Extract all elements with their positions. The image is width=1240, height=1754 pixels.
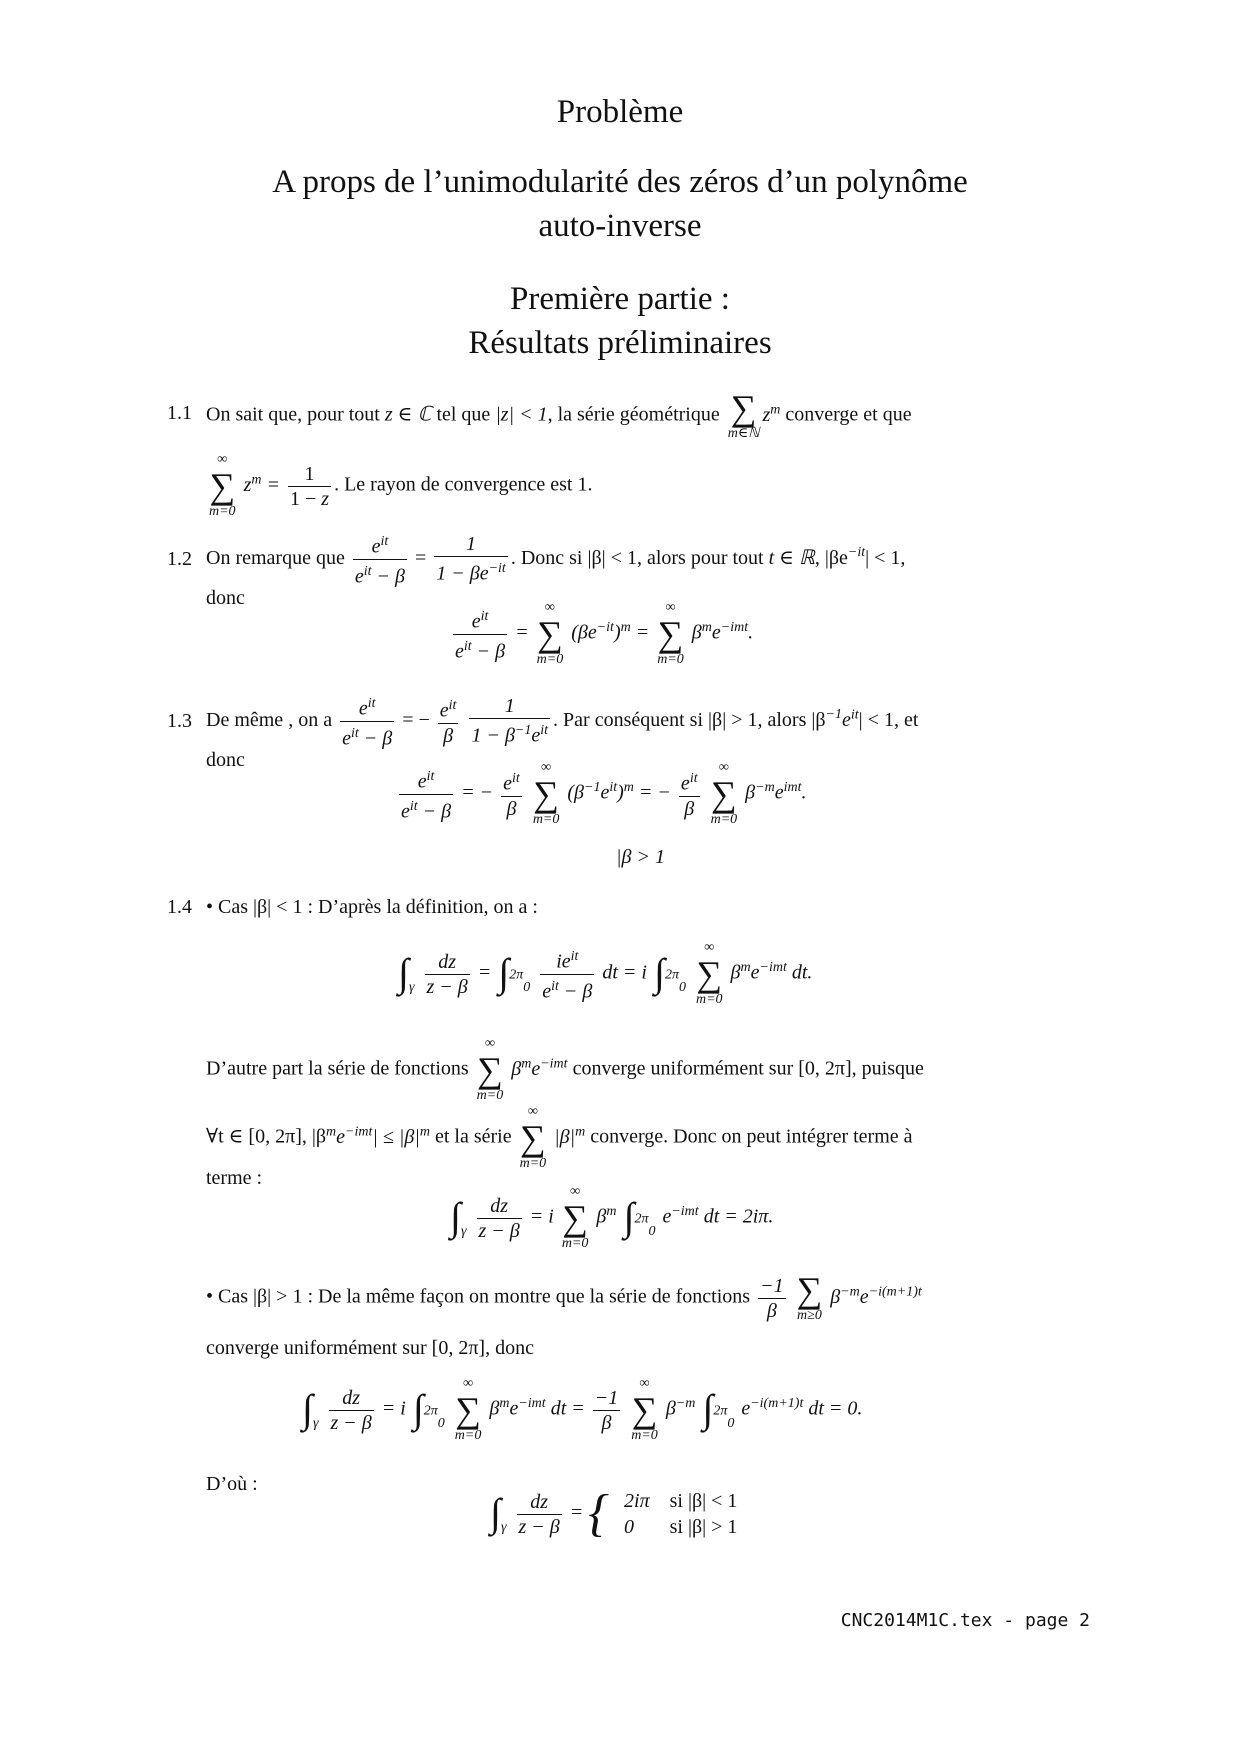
text: On remarque que — [206, 546, 345, 569]
math: $z^m$ — [762, 401, 781, 426]
q1-2-line-1: On remarque que $\frac{e^{it}}{e^{it} - \beta}$ = $\frac{1}{1 - \beta e^{-it}}$ . Donc si |β| < 1, alors pour tout t ∈ ℝ, $|\beta e^{-it}| < 1$, — [206, 533, 906, 588]
text: | < 1, et — [858, 708, 919, 731]
text: , |βe — [814, 546, 848, 569]
text: , la série géométrique — [547, 403, 720, 426]
text: De même , on a — [206, 708, 333, 731]
part-heading — [0, 277, 1240, 365]
q1-4-case-2b: converge uniformément sur [0, 2π], donc — [206, 1337, 534, 1359]
part-heading-line-2: Résultats préliminaires — [468, 325, 772, 361]
q1-4-para-3: terme : — [206, 1167, 263, 1189]
text: tel que — [436, 403, 491, 426]
q1-1-line-2: ∞ ∑ m=0 $z^m$ = $\frac{1}{1 - z}$ . Le rayon de convergence est 1. — [209, 452, 593, 519]
case-value: 2iπ — [624, 1490, 650, 1512]
brace-icon: { — [588, 1485, 610, 1542]
question-number: 1.4 — [167, 896, 192, 918]
case-value: 0 — [624, 1516, 635, 1538]
q1-4-dou: D’où : — [206, 1473, 258, 1495]
text: | < 1, — [865, 546, 906, 569]
text: converge uniformément sur [0, 2π], puisque — [572, 1057, 924, 1080]
case-table — [614, 1488, 747, 1540]
text: • Cas |β| > 1 : De la même façon on montre que la série de fonctions — [206, 1285, 751, 1308]
q1-4-case-2: • Cas |β| > 1 : De la même façon on montre que la série de fonctions $\frac{-1}{\beta}$ ∑ m≥0 $\beta^{-m}e^{-i(m+1)t}$ — [206, 1270, 922, 1323]
q1-4-equation-1: $\int_\gamma$ $\frac{dz}{z - \beta}$ = ∫$^{2\pi}_0$ $\frac{ie^{it}}{e^{it} - \beta}$ dt = i ∫$^{2\pi}_0$ ∞ ∑ m=0 $\beta^me^{-imt}$ dt. — [398, 940, 813, 1007]
problem-title: Problème — [556, 94, 684, 130]
case-condition: si |β| < 1 — [669, 1490, 738, 1512]
q1-3-stray: |β > 1 — [616, 846, 665, 868]
question-number: 1.1 — [167, 402, 192, 424]
part-heading-line-1: Première partie : — [510, 281, 730, 317]
q1-3-line-1: De même , on a $\frac{e^{it}}{e^{it} - \beta}$ = − $\frac{e^{it}}{\beta}$ $\frac{1}{1 - \beta^{-1}e^{it}}$ . Par conséquent si |β| > 1, alors $|\beta^{-1}e^{it}| < 1$, et — [206, 695, 919, 750]
text: On sait que, pour tout — [206, 403, 380, 426]
q1-4-para-2: ∀t ∈ [0, 2π], $|\beta^me^{-imt}| \le |\beta|^m$ et la série ∞ ∑ m=0 $|\beta|^m$ converge. Donc on peut intégrer terme à — [206, 1104, 913, 1171]
q1-4-equation-3: $\int_\gamma$ $\frac{dz}{z - \beta}$ = i ∫$^{2\pi}_0$ ∞ ∑ m=0 $\beta^me^{-imt}$ dt = $\frac{-1}{\beta}$ ∞ ∑ m=0 $\beta^{-m}$ ∫$^{2\pi}_0$ $e^{-i(m+1)t}$ dt = 0. — [302, 1376, 863, 1443]
math: z ∈ ℂ — [384, 403, 432, 426]
text: et la série — [434, 1125, 512, 1148]
q1-1-line-1 — [206, 390, 912, 442]
q1-2-donc: donc — [206, 587, 245, 609]
q1-4-equation-2: $\int_\gamma$ $\frac{dz}{z - \beta}$ = i ∞ ∑ m=0 $\beta^m$ ∫$^{2\pi}_0$ $e^{-imt}$ dt = 2iπ. — [450, 1184, 774, 1251]
q1-3-donc: donc — [206, 749, 245, 771]
q1-4-para-1: D’autre part la série de fonctions ∞ ∑ m=0 $\beta^me^{-imt}$ converge uniformément sur [0, 2π], puisque — [206, 1036, 924, 1103]
q1-4-case-1: • Cas |β| < 1 : D’après la définition, on a : — [206, 896, 538, 918]
q1-2-equation: $\frac{e^{it}}{e^{it} - \beta}$ = ∞ ∑ m=0 $(\beta e^{-it})^m$ = ∞ ∑ m=0 $\beta^me^{-imt}$. — [455, 600, 754, 667]
math: |z| < 1 — [495, 403, 548, 426]
subtitle-line-1: A props de l’unimodularité des zéros d’un polynôme — [272, 164, 968, 200]
q1-3-equation: $\frac{e^{it}}{e^{it} - \beta}$ = − $\frac{e^{it}}{\beta}$ ∞ ∑ m=0 $(\beta^{-1}e^{it})^m$ = − $\frac{e^{it}}{\beta}$ ∞ ∑ m=0 $\beta^{-m}e^{imt}$. — [401, 760, 807, 827]
text: . Le rayon de convergence est 1. — [334, 473, 593, 496]
sum-symbol: ∑ m∈ℕ — [727, 388, 760, 441]
page-footer: CNC2014M1C.tex - page 2 — [840, 1610, 1090, 1631]
question-number: 1.3 — [167, 710, 192, 732]
text: . Par conséquent si |β| > 1, alors |β — [553, 708, 826, 731]
problem-subtitle — [0, 160, 1240, 248]
case-condition: si |β| > 1 — [669, 1516, 738, 1538]
text: converge. Donc on peut intégrer terme à — [590, 1125, 913, 1148]
sum-symbol: ∞ ∑ m=0 — [209, 452, 236, 519]
subtitle-line-2: auto-inverse — [538, 208, 702, 244]
text: ∀t ∈ [0, 2π], |β — [206, 1125, 327, 1148]
text: D’autre part la série de fonctions — [206, 1057, 469, 1080]
text: . Donc si |β| < 1, alors pour tout — [510, 546, 764, 569]
question-number: 1.2 — [167, 548, 192, 570]
math: t ∈ ℝ — [768, 546, 815, 569]
text: converge et que — [785, 403, 912, 426]
q1-4-result: $\int_\gamma$ $\frac{dz}{z - \beta}$ = { 2iπ si |β| < 1 0 si |β| > 1 — [488, 1488, 747, 1540]
